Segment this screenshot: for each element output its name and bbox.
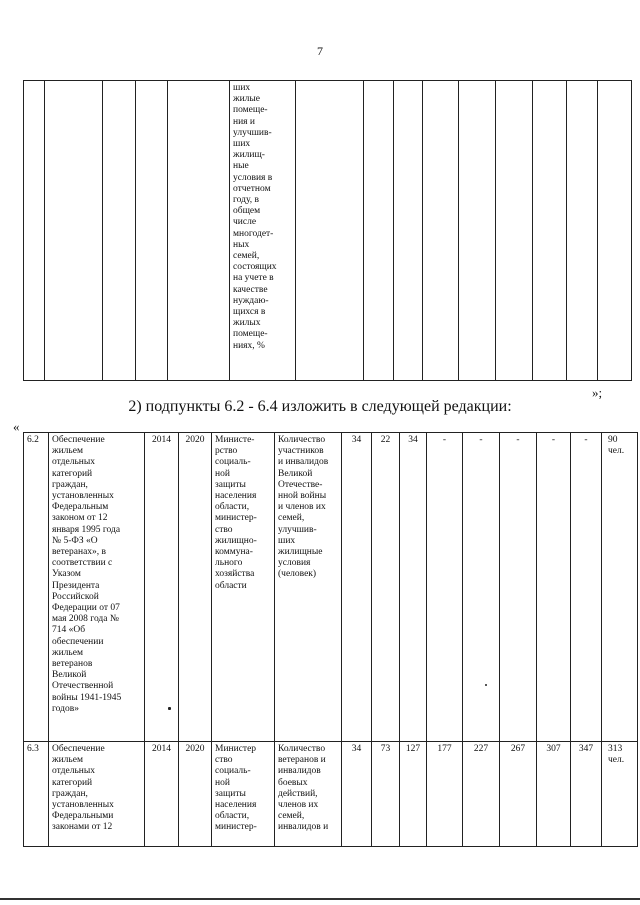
start-year: 2014	[145, 742, 179, 847]
closing-quote: »;	[592, 385, 603, 400]
indicator-text: ших жилые помеще- ния и улучшив- ших жилищ- ные условия в отчетном году, в общем числе многодет- ных семей, состоящих на учете в качестве нуждаю- щихся в жилых помеще- ниях, %	[233, 83, 277, 351]
value-cell: 127	[400, 742, 427, 847]
value-cell: 22	[372, 433, 400, 742]
value-cell: 34	[342, 742, 372, 847]
cell-empty	[364, 81, 394, 381]
table-continuation	[23, 80, 632, 381]
value-cell: 267	[500, 742, 537, 847]
scan-edge-line	[0, 898, 640, 900]
amendment-table	[23, 432, 638, 847]
value-cell: 34	[342, 433, 372, 742]
cell-empty	[24, 81, 45, 381]
indicator: Количество ветеранов и инвалидов боевых действий, членов их семей, инвалидов и	[275, 742, 342, 847]
cell-empty	[423, 81, 459, 381]
value-cell: -	[463, 433, 500, 742]
measure-name: Обеспечение жильем отдельных категорий граждан, установленных Федеральным законом от 12 января 1995 года № 5-ФЗ «О ветеранах», в соответствии с Указом Президента Российской Федерации от 07 мая 2008 года № 714 «Об обеспечении жильем ветеранов Великой Отечественной войны 1941-1945 годов»	[49, 433, 145, 742]
value-cell: 227	[463, 742, 500, 847]
page-number: 7	[317, 44, 323, 58]
cell-empty	[394, 81, 423, 381]
table-row	[24, 742, 638, 847]
indicator: Количество участников и инвалидов Великой Отечестве- нной войны и членов их семей, улучшив- ших жилищные условия (человек)	[275, 433, 342, 742]
value-cell: 34	[400, 433, 427, 742]
cell-empty	[533, 81, 567, 381]
total-cell: 90 чел.	[602, 433, 638, 742]
cell-empty	[496, 81, 533, 381]
value-cell: 347	[571, 742, 602, 847]
value-cell: -	[500, 433, 537, 742]
cell-empty	[168, 81, 230, 381]
row-number: 6.3	[24, 742, 49, 847]
cell-empty	[598, 81, 632, 381]
amendment-paragraph: 2) подпункты 6.2 - 6.4 изложить в следующей редакции:	[128, 398, 512, 415]
cell-indicator	[230, 81, 296, 381]
value-cell: -	[571, 433, 602, 742]
end-year: 2020	[179, 433, 212, 742]
value-cell: 177	[427, 742, 463, 847]
cell-empty	[567, 81, 598, 381]
start-year: 2014	[145, 433, 179, 742]
measure-name: Обеспечение жильем отдельных категорий граждан, установленных Федеральными законами от 12	[49, 742, 145, 847]
table-row	[24, 433, 638, 742]
value-cell: -	[537, 433, 571, 742]
scan-speck	[168, 707, 171, 710]
cell-empty	[103, 81, 136, 381]
executor: Министер ство социаль- ной защиты населения области, министер-	[212, 742, 275, 847]
cell-empty	[296, 81, 364, 381]
executor: Министе- рство социаль- ной защиты населения области, министер- ство жилищно- коммуна- льного хозяйства области	[212, 433, 275, 742]
cell-empty	[45, 81, 103, 381]
end-year: 2020	[179, 742, 212, 847]
scan-speck	[485, 684, 487, 686]
value-cell: -	[427, 433, 463, 742]
value-cell: 73	[372, 742, 400, 847]
cell-empty	[459, 81, 496, 381]
value-cell: 307	[537, 742, 571, 847]
cell-empty	[136, 81, 168, 381]
total-cell: 313 чел.	[602, 742, 638, 847]
opening-quote: «	[13, 419, 20, 434]
row-number: 6.2	[24, 433, 49, 742]
